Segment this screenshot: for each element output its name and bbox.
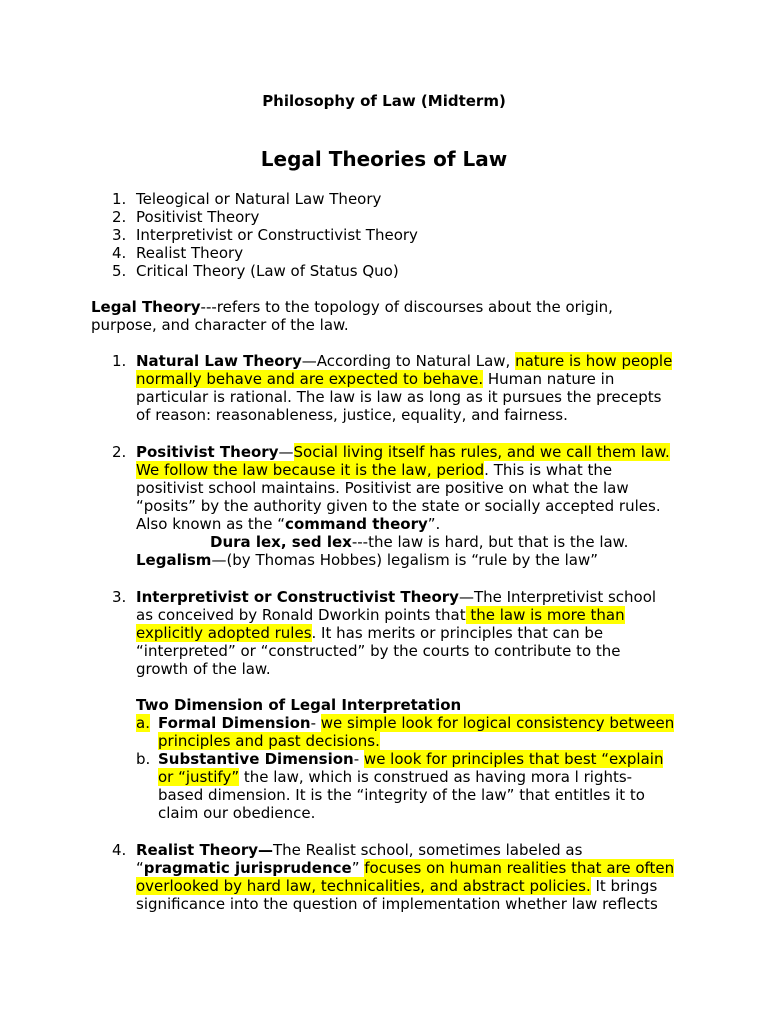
paragraph-line <box>136 551 598 569</box>
paragraph-line <box>136 877 657 895</box>
text: as conceived by Ronald Dworkin points that <box>136 606 466 624</box>
paragraph-line <box>136 461 612 479</box>
paragraph-line <box>158 732 380 750</box>
section-number: 4. <box>112 841 127 859</box>
text: - <box>353 750 364 768</box>
list-item: Critical Theory (Law of Status Quo) <box>136 262 399 280</box>
paragraph-line: growth of the law. <box>136 660 271 678</box>
paragraph-line: particular is rational. The law is law as long as it pursues the precepts <box>136 388 662 406</box>
text: . This is what the <box>484 461 613 479</box>
highlighted-text: nature is how people <box>515 352 673 370</box>
term: Legal Theory <box>91 298 201 316</box>
paragraph-line <box>136 624 603 642</box>
highlighted-text: principles and past decisions. <box>158 732 380 750</box>
paragraph-line <box>158 750 663 768</box>
paragraph-line: positivist school maintains. Positivist are positive on what the law <box>136 479 629 497</box>
paragraph-line <box>136 606 625 624</box>
text: —(by Thomas Hobbes) legalism is “rule by the law” <box>211 551 598 569</box>
paragraph-line <box>136 859 674 877</box>
list-number: 2. <box>112 208 127 226</box>
text: “ <box>136 859 144 877</box>
list-number: 1. <box>112 190 127 208</box>
text: Human nature in <box>483 370 615 388</box>
highlighted-text: or “justify” <box>158 768 240 786</box>
text: Also known as the “ <box>136 515 286 533</box>
text: —The Interpretivist school <box>458 588 657 606</box>
list-number: 3. <box>112 226 127 244</box>
text: —According to Natural Law, <box>301 352 516 370</box>
paragraph-line <box>136 370 614 388</box>
paragraph-line <box>136 841 582 859</box>
paragraph-line <box>136 443 670 461</box>
highlighted-text: we simple look for logical consistency between <box>320 714 675 732</box>
text: the law, which is construed as having mora l rights- <box>239 768 633 786</box>
paragraph-line <box>136 352 672 370</box>
paragraph-line <box>136 515 440 533</box>
highlighted-text: overlooked by hard law, technicalities, and abstract policies. <box>136 877 591 895</box>
paragraph-line <box>136 588 656 606</box>
paragraph-line <box>158 768 632 786</box>
paragraph-line: “posits” by the authority given to the state or socially accepted rules. <box>136 497 661 515</box>
text: ---refers to the topology of discourses about the origin, <box>200 298 613 316</box>
highlighted-text: Social living itself has rules, and we call them law. <box>293 443 670 461</box>
section-number: 2. <box>112 443 127 461</box>
term: Realist Theory— <box>136 841 274 859</box>
paragraph-line: purpose, and character of the law. <box>91 316 349 334</box>
subsection-heading: Two Dimension of Legal Interpretation <box>136 696 462 714</box>
list-number: 5. <box>112 262 127 280</box>
paragraph-line <box>210 533 628 551</box>
paragraph-line: “interpreted” or “constructed” by the courts to contribute to the <box>136 642 621 660</box>
sub-list-letter: b. <box>136 750 151 768</box>
term: Substantive Dimension <box>158 750 354 768</box>
term: Interpretivist or Constructivist Theory <box>136 588 459 606</box>
list-item: Teleogical or Natural Law Theory <box>136 190 382 208</box>
document-header: Philosophy of Law (Midterm) <box>262 92 506 110</box>
text: ”. <box>427 515 441 533</box>
highlighted-text: the law is more than <box>465 606 625 624</box>
sub-list-letter: a. <box>136 714 150 732</box>
term: Positivist Theory <box>136 443 279 461</box>
highlighted-text: we look for principles that best “explain <box>363 750 664 768</box>
paragraph-line: of reason: reasonableness, justice, equality, and fairness. <box>136 406 568 424</box>
paragraph-line <box>91 298 613 316</box>
term: Dura lex, sed lex <box>210 533 352 551</box>
text: . It has merits or principles that can be <box>311 624 604 642</box>
text: It brings <box>590 877 658 895</box>
term: command theory <box>285 515 428 533</box>
list-item: Realist Theory <box>136 244 244 262</box>
paragraph-line <box>158 714 674 732</box>
section-number: 1. <box>112 352 127 370</box>
paragraph-line: claim our obedience. <box>158 804 316 822</box>
term: Formal Dimension <box>158 714 311 732</box>
term: pragmatic jurisprudence <box>143 859 352 877</box>
paragraph-line: significance into the question of implementation whether law reflects <box>136 895 658 913</box>
text: ” <box>351 859 365 877</box>
highlighted-text: focuses on human realities that are often <box>364 859 675 877</box>
text: The Realist school, sometimes labeled as <box>273 841 583 859</box>
text: — <box>278 443 294 461</box>
term: Legalism <box>136 551 212 569</box>
text: - <box>310 714 321 732</box>
text: ---the law is hard, but that is the law. <box>351 533 629 551</box>
section-number: 3. <box>112 588 127 606</box>
list-item: Interpretivist or Constructivist Theory <box>136 226 418 244</box>
highlighted-text: normally behave and are expected to behave. <box>136 370 484 388</box>
term: Natural Law Theory <box>136 352 302 370</box>
list-item: Positivist Theory <box>136 208 260 226</box>
highlighted-text: We follow the law because it is the law, period <box>136 461 485 479</box>
document-title: Legal Theories of Law <box>260 147 508 171</box>
list-number: 4. <box>112 244 127 262</box>
highlighted-text: explicitly adopted rules <box>136 624 312 642</box>
paragraph-line: based dimension. It is the “integrity of the law” that entitles it to <box>158 786 645 804</box>
